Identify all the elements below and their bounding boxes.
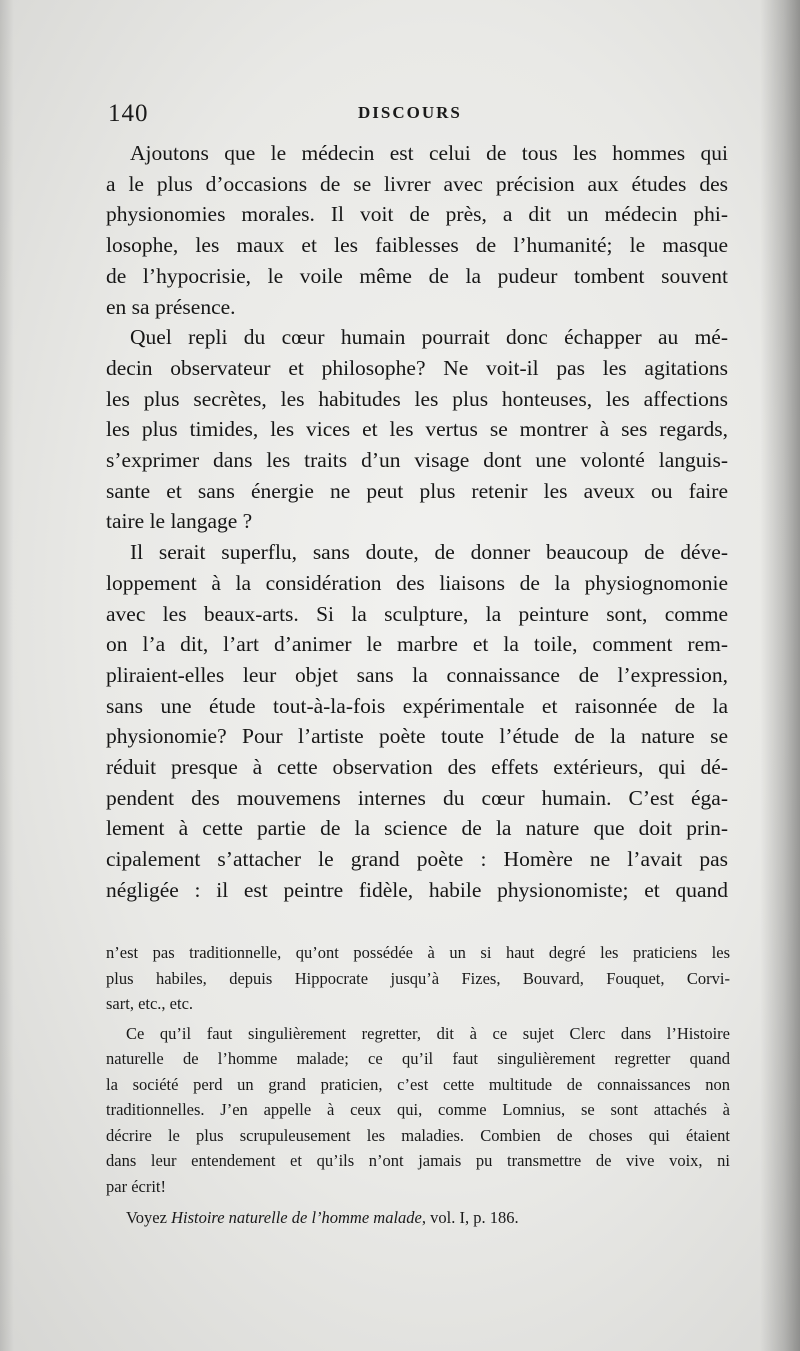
text-line: Il serait superflu, sans doute, de donner beaucoup de déve-	[130, 540, 728, 565]
text-line: decin observateur et philosophe? Ne voit-il pas les agitations	[106, 355, 728, 380]
text-line: physionomies morales. Il voit de près, a dit un médecin phi-	[106, 202, 728, 227]
footnote-line: plus habiles, depuis Hippocrate jusqu’à Fizes, Bouvard, Fouquet, Corvi-	[106, 968, 730, 988]
reference-title: Histoire naturelle de l’homme malade	[171, 1208, 422, 1227]
running-title: DISCOURS	[358, 103, 462, 122]
footnotes	[106, 940, 730, 1231]
text-line: physionomie? Pour l’artiste poète toute l’étude de la nature se	[106, 724, 728, 749]
text-line: taire le langage ?	[106, 509, 253, 534]
main-text	[106, 138, 728, 906]
paragraph-3	[106, 537, 728, 905]
text-line: avec les beaux-arts. Si la sculpture, la peinture sont, comme	[106, 601, 728, 626]
text-line: les plus secrètes, les habitudes les plus honteuses, les affections	[106, 386, 728, 411]
footnote-line: la société perd un grand praticien, c’est cette multitude de connaissances non	[106, 1074, 730, 1094]
footnote-line: sart, etc., etc.	[106, 994, 194, 1013]
paragraph-1	[106, 138, 728, 322]
running-head	[108, 100, 728, 130]
footnote-quote	[106, 1021, 730, 1200]
footnote-line: dans leur entendement et qu’ils n’ont jamais pu transmettre de vive voix, ni	[106, 1151, 730, 1170]
text-line: pendent des mouvemens internes du cœur humain. C’est éga-	[106, 785, 728, 810]
paragraph-2	[106, 322, 728, 537]
text-line: lement à cette partie de la science de la nature que doit prin-	[106, 816, 728, 841]
page-number: 140	[108, 100, 149, 127]
text-line: négligée : il est peintre fidèle, habile physionomiste; et quand	[106, 877, 728, 902]
text-line: Quel repli du cœur humain pourrait donc échapper au mé-	[130, 325, 728, 350]
footnote-reference	[106, 1205, 730, 1231]
text-line: sante et sans énergie ne peut plus retenir les aveux ou faire	[106, 478, 728, 503]
footnote-line: naturelle de l’homme malade; ce qu’il faut singulièrement regretter quand	[106, 1049, 730, 1068]
reference-prefix: Voyez	[126, 1208, 172, 1227]
text-line: s’exprimer dans les traits d’un visage dont une volonté languis-	[106, 448, 728, 473]
page-left-shadow	[0, 0, 14, 1351]
text-line: les plus timides, les vices et les vertus se montrer à ses regards,	[106, 417, 728, 442]
footnote-line: par écrit!	[106, 1176, 166, 1196]
footnote-line: Ce qu’il faut singulièrement regretter, dit à ce sujet Clerc dans l’Histoire	[126, 1023, 730, 1043]
text-line: réduit presque à cette observation des effets extérieurs, qui dé-	[106, 755, 728, 780]
text-line: loppement à la considération des liaisons de la physiognomonie	[106, 570, 728, 595]
text-line: sans une étude tout-à-la-fois expérimentale et raisonnée de la	[106, 693, 728, 718]
text-line: pliraient-elles leur objet sans la connaissance de l’expression,	[106, 662, 728, 687]
text-line: Ajoutons que le médecin est celui de tous les hommes qui	[130, 141, 728, 165]
text-line: a le plus d’occasions de se livrer avec précision aux études des	[106, 171, 728, 196]
text-line: de l’hypocrisie, le voile même de la pudeur tombent souvent	[106, 263, 728, 288]
text-line: on l’a dit, l’art d’animer le marbre et la toile, comment rem-	[106, 632, 728, 657]
footnote-line: n’est pas traditionnelle, qu’ont possédée à un si haut degré les praticiens les	[106, 943, 730, 962]
footnote-continuation	[106, 940, 730, 1017]
page-right-shadow	[760, 0, 800, 1351]
text-line: losophe, les maux et les faiblesses de l’humanité; le masque	[106, 233, 728, 258]
text-line: cipalement s’attacher le grand poète : Homère ne l’avait pas	[106, 847, 728, 872]
reference-suffix: , vol. I, p. 186.	[421, 1208, 519, 1227]
footnote-line: traditionnelles. J’en appelle à ceux qui, comme Lomnius, se sont attachés à	[106, 1100, 730, 1119]
text-line: en sa présence.	[106, 294, 236, 319]
footnote-line: décrire le plus scrupuleusement les maladies. Combien de choses qui étaient	[106, 1125, 730, 1145]
